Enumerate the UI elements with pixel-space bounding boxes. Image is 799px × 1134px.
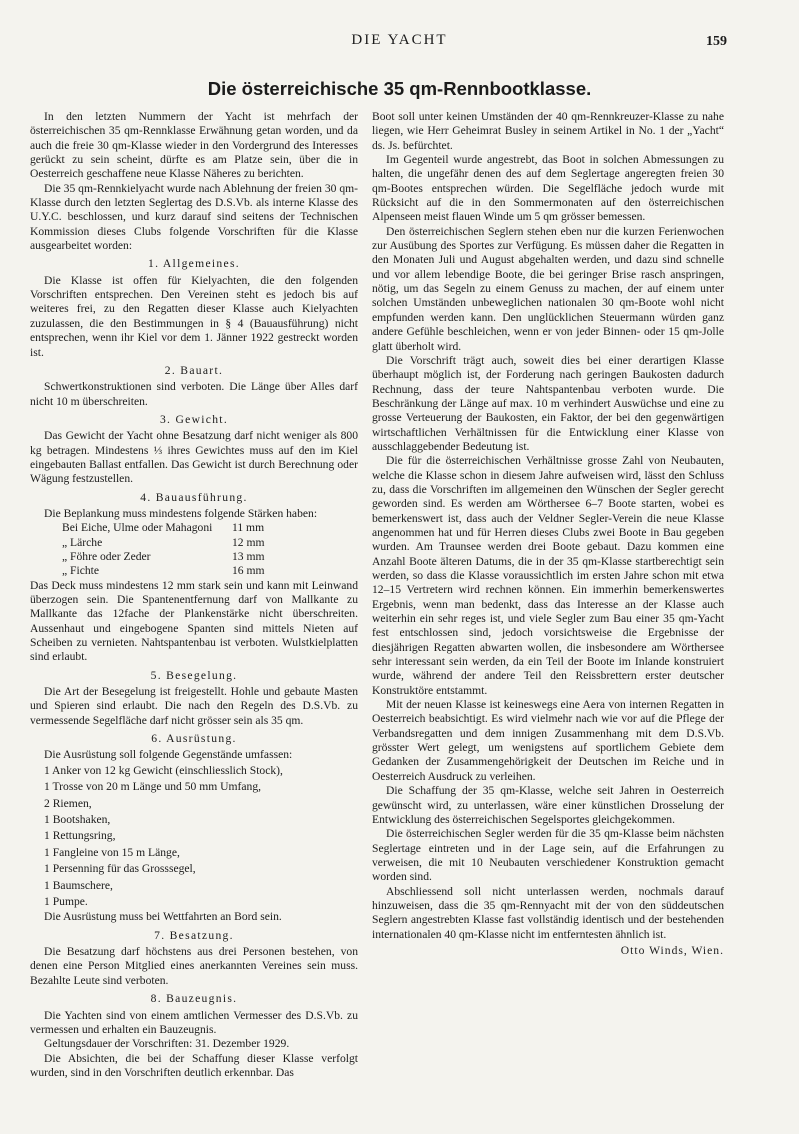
planking-wood: Bei Eiche, Ulme oder Mahagoni	[62, 521, 213, 535]
section-text-intentions: Die Absichten, die bei der Schaffung dieser Klasse verfolgt wurden, sind in den Vorschriften deutlich erkennbar. Das	[30, 1051, 358, 1079]
intro-paragraph: In den letzten Nummern der Yacht ist mehrfach der österreichischen 35 qm-Rennklasse Erwähnung getan worden, und da auch die freie 30 qm-Klasse wieder in den Vordergrund des Interesses gerückt zu sein scheint, dürfte es am Platze sein, über die in Oesterreich geschaffene neue Klasse Näheres zu berichten.	[30, 110, 358, 181]
planking-thickness: 12 mm	[232, 535, 265, 549]
planking-thickness: 13 mm	[232, 549, 265, 563]
list-item: 1 Baumschere,	[44, 878, 113, 892]
planking-wood: „ Föhre oder Zeder	[62, 549, 151, 563]
planking-thickness: 11 mm	[232, 521, 265, 535]
section-text-ausruestung-intro: Die Ausrüstung soll folgende Gegenstände umfassen:	[44, 748, 293, 762]
paragraph: Die für die österreichischen Verhältnisse grosse Zahl von Neubauten, welche die Klasse schon in diesem Jahre aufweisen wird, lässt den Schluss zu, dass die Vorschriften im allgemeinen den Wünschen der Segler gerecht geworden sind. Es werden am Wörthersee 6–7 Boote starten, wobei es bemerkenswert ist, dass auch der Veldner Segler-Verein die neue Klasse angenommen hat und für Herren dieses Clubs zwei Boote in Bau gegeben wurden. Am Traunsee werden drei Boote gebaut. Dazu kommen eine Anzahl Boote älteren Datums, die in der 35 qm-Klasse startberechtigt sein werden, so dass die Klasse voraussichtlich im ersten Jahre schon mit etwa 12–15 Vertretern wird rechnen können. Ein immerhin bemerkenswertes Ergebnis, wenn man bedenkt, dass das Interesse an der Klasse auch weiterhin ein sehr reges ist, und viele Segler zum Bau einer 35 qm-Yacht fest entschlossen sind, jedoch vorsichtsweise die Ergebnisse der diesjährigen Regatten abwarten wollen, die insbesondere am Wörthersee sehr interessant sein werden, da ein Teil der Boote im Inlande konstruiert wurde, während der andere Teil den Reissbrettern erster deutscher Konstruktöre entstammt.	[372, 454, 724, 697]
section-heading-gewicht: 3. Gewicht.	[159, 412, 229, 426]
planking-wood: „ Lärche	[62, 535, 103, 549]
section-heading-bauzeugnis: 8. Bauzeugnis.	[150, 992, 238, 1006]
list-item: 1 Fangleine von 15 m Länge,	[44, 845, 180, 859]
list-item: 1 Rettungsring,	[44, 829, 116, 843]
paragraph: Den österreichischen Seglern stehen eben nur die kurzen Ferienwochen zur Ausübung des Sportes zur Verfügung. Es müssen daher die Regatten in den Monaten Juli und August abgehalten werden, und dazu sind schnelle und vor allem lebendige Boote, die bei geringer Brise rasch anspringen, nötig, um das Segeln zu einem Genuss zu machen, der auf einem unter solchen Umständen unbeweglichen nationalen 30 qm-Boote wohl nicht empfunden werden kann. Den unglücklichen Steuermann würden ganz andere Gefühle beschleichen, wenn er von jeder Binnen- oder 15 qm-Jolle glatt überholt wird.	[372, 224, 724, 353]
equipment-list	[44, 763, 358, 911]
list-item: 1 Pumpe.	[44, 895, 88, 909]
list-item: 1 Bootshaken,	[44, 813, 111, 826]
validity-line: Geltungsdauer der Vorschriften: 31. Dezember 1929.	[44, 1037, 290, 1051]
paragraph: Die österreichischen Segler werden für die 35 qm-Klasse beim nächsten Seglertage eintreten und in der Lage sein, auf die Erfahrungen zu verweisen, die mit 10 Neubauten verschiedener Konstruktion gemacht worden sind.	[372, 827, 724, 884]
paragraph: Im Gegenteil wurde angestrebt, das Boot in solchen Abmessungen zu halten, die ungefähr denen des auf dem Seglertage angeregten freien 30 qm-Bootes entsprechen würden. Die Segelfläche jedoch wurde mit Rücksicht auf die in den Sommermonaten auf den österreichischen Alpenseen meist flauen Winde um 5 qm grösser bemessen.	[372, 153, 724, 224]
planking-table	[62, 521, 358, 578]
section-text-bauausfuehrung: Das Deck muss mindestens 12 mm stark sein und kann mit Leinwand überzogen sein. Die Spantenentfernung darf von Mallkante zu Mallkante das 12fache der Plankenstärke nicht überschreiten. Aussenhaut und eingebogene Spanten sind mittels Nieten auf Scheiben zu vernieten. Nahtspantenbau ist verboten. Wulstkielplatten sind erlaubt.	[30, 578, 358, 664]
paragraph: Die Vorschrift trägt auch, soweit dies bei einer derartigen Klasse überhaupt möglich ist, der Forderung nach geringen Baukosten dadurch Rechnung, dass der teure Nahtspantenbau verboten wurde. Die Beschränkung der Länge auf max. 10 m verhindert Auswüchse und eine zu grosse Verteuerung der Baukosten, ein Faktor, der bei den gegenwärtigen wirtschaftlichen Verhältnissen für die Entwicklung einer Klasse von ausschlaggebender Bedeutung ist.	[372, 353, 724, 453]
section-text-bauart: Schwertkonstruktionen sind verboten. Die Länge über Alles darf nicht 10 m überschreiten.	[30, 380, 358, 408]
running-title: DIE YACHT	[351, 32, 448, 48]
section-text-ausruestung: Die Ausrüstung muss bei Wettfahrten an Bord sein.	[44, 910, 282, 924]
section-text-bauzeugnis: Die Yachten sind von einem amtlichen Vermesser des D.S.Vb. zu vermessen und erhalten ein Bauzeugnis.	[30, 1008, 358, 1036]
section-text-bauausfuehrung-intro: Die Beplankung muss mindestens folgende Stärken haben:	[44, 506, 318, 520]
author-signature: Otto Winds, Wien.	[620, 943, 724, 957]
section-heading-besegelung: 5. Besegelung.	[150, 668, 238, 682]
section-text-besatzung: Die Besatzung darf höchstens aus drei Personen bestehen, von denen eine Person Mitglied eines anerkannten Vereines sein muss. Bezahlte Leute sind verboten.	[30, 945, 358, 987]
list-item: 2 Riemen,	[44, 796, 92, 810]
paragraph: Mit der neuen Klasse ist keineswegs eine Aera von internen Regatten in Oesterreich beabsichtigt. Es wird vielmehr nach wie vor auf die Pflege der Verbandsregatten und dem innigen Zusammenhang mit dem D.S.Vb. grösster Wert gelegt, um wenigstens auf sportlichem Gebiete dem Gedanken der Zusammengehörigkeit der Deutschen im Reiche und in Oesterreich Ausdruck zu verleihen.	[372, 698, 724, 783]
planking-wood: „ Fichte	[62, 564, 100, 578]
page-number: 159	[706, 34, 727, 49]
section-heading-bauausfuehrung: 4. Bauausführung.	[140, 490, 248, 504]
section-text-gewicht: Das Gewicht der Yacht ohne Besatzung darf nicht weniger als 800 kg betragen. Mindestens ⅓ ihres Gewichtes muss auf den im Kiel eingebauten Ballast entfallen. Das Gewicht ist durch Berechnung oder Wägung festzustellen.	[30, 429, 358, 486]
paragraph: Boot soll unter keinen Umständen der 40 qm-Rennkreuzer-Klasse zu nahe liegen, wie Herr Geheimrat Busley in seinem Artikel in No. 1 der „Yacht“ ds. Js. befürchtet.	[372, 110, 724, 152]
paragraph: Die Schaffung der 35 qm-Klasse, welche seit Jahren in Oesterreich gewünscht wird, zu unterlassen, wäre einer künstlichen Drosselung der Entwicklung des österreichischen Segelsportes gleichgekommen.	[372, 784, 724, 826]
planking-thickness: 16 mm	[232, 564, 265, 578]
section-text-allgemeines: Die Klasse ist offen für Kielyachten, die den folgenden Vorschriften entsprechen. Den Vereinen steht es jedoch bis auf weiteres frei, zu den Regatten dieser Klasse auch Kielyachten zuzulassen, die den Bestimmungen in § 4 (Bauausführung) nicht entsprechen, wenn ihr Kiel vor dem 1. Jänner 1922 gestreckt worden ist.	[30, 273, 358, 359]
section-heading-allgemeines: 1. Allgemeines.	[148, 257, 240, 271]
list-item: 1 Persenning für das Grosssegel,	[44, 862, 196, 876]
intro-paragraph: Die 35 qm-Rennkielyacht wurde nach Ablehnung der freien 30 qm-Klasse durch den letzten Seglertag des D.S.Vb. als interne Klasse des U.Y.C. beschlossen, und kurz darauf sind seitens der Technischen Kommission dieses Clubs folgende Vorschriften für die Klasse ausgearbeitet worden:	[30, 181, 358, 253]
article-title: Die österreichische 35 qm-Rennbootklasse.	[207, 78, 592, 99]
section-text-besegelung: Die Art der Besegelung ist freigestellt. Hohle und gebaute Masten und Spieren sind erlaubt. Die nach den Regeln des D.S.Vb. zu vermessende Segelfläche darf nicht grösser sein als 35 qm.	[30, 685, 358, 727]
list-item: 1 Trosse von 20 m Länge und 50 mm Umfang,	[44, 780, 262, 794]
list-item: 1 Anker von 12 kg Gewicht (einschliesslich Stock),	[44, 763, 283, 777]
right-column	[372, 110, 724, 958]
section-heading-ausruestung: 6. Ausrüstung.	[151, 732, 237, 746]
section-heading-besatzung: 7. Besatzung.	[154, 928, 234, 942]
left-column	[30, 110, 358, 1080]
section-heading-bauart: 2. Bauart.	[164, 363, 224, 377]
paragraph: Abschliessend soll nicht unterlassen werden, nochmals darauf hinzuweisen, dass die 35 qm-Rennyacht mit der von den süddeutschen Seglern angestrebten Klasse fast vollständig identisch und der bestehenden internationalen 40 qm-Klasse nicht im entferntesten ähnlich ist.	[372, 884, 724, 941]
